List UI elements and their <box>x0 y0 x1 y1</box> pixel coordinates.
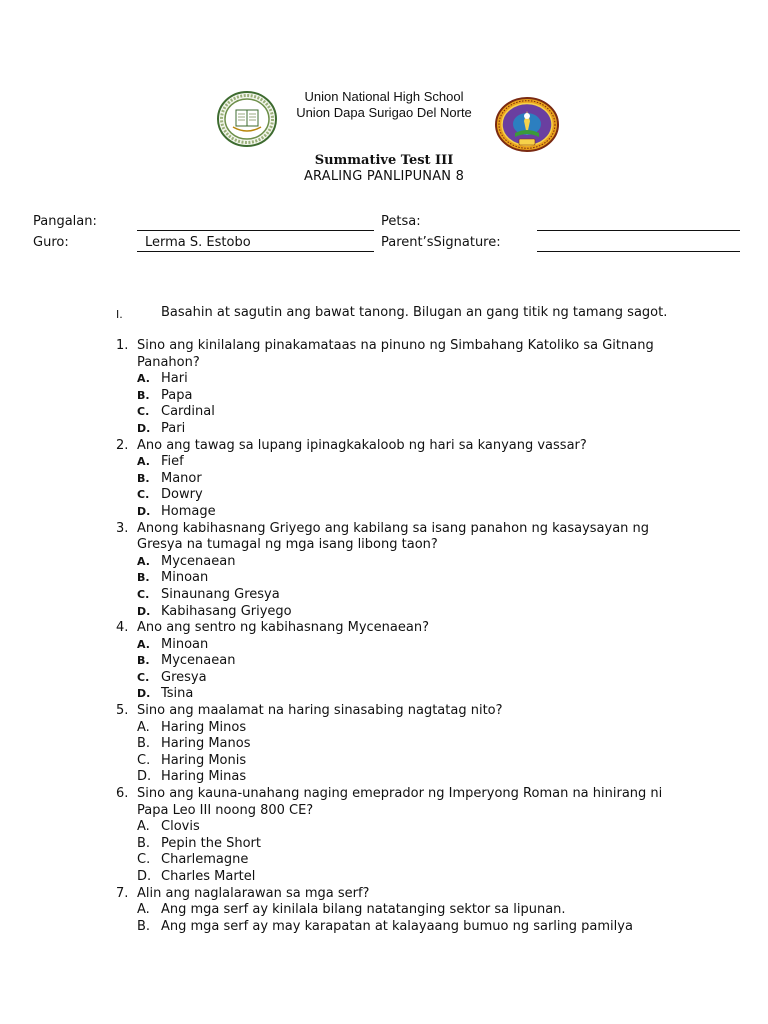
option-text: Dowry <box>161 487 203 503</box>
question-number: 4. <box>116 620 129 636</box>
option-text: Cardinal <box>161 404 215 420</box>
question-number: 7. <box>116 885 129 901</box>
option-c[interactable] <box>137 753 676 770</box>
option-c[interactable] <box>137 404 676 421</box>
option-text: Clovis <box>161 819 200 835</box>
question-text: Sino ang kauna-unahang naging emeprador ng Imperyong Roman na hinirang ni Papa Leo III noong 800 CE? <box>137 786 663 818</box>
option-text: Hari <box>161 371 188 387</box>
option-c[interactable] <box>137 670 676 687</box>
option-b[interactable] <box>137 736 676 753</box>
option-text: Tsina <box>161 686 194 702</box>
option-text: Gresya <box>161 669 207 685</box>
parent-signature-label: Parent’sSignature: <box>381 235 501 250</box>
option-letter: C. <box>137 852 151 868</box>
question-number: 2. <box>116 437 129 453</box>
option-b[interactable] <box>137 653 676 670</box>
option-letter: D. <box>137 604 151 618</box>
option-b[interactable] <box>137 919 676 936</box>
option-letter: B. <box>137 654 150 668</box>
option-d[interactable] <box>137 869 676 886</box>
question-2 <box>116 438 676 521</box>
option-d[interactable] <box>137 769 676 786</box>
question-text: Ano ang tawag sa lupang ipinagkakaloob ng hari sa kanyang vassar? <box>137 437 587 453</box>
option-text: Papa <box>161 387 193 403</box>
option-letter: C. <box>137 587 150 601</box>
option-text: Minoan <box>161 570 209 586</box>
option-text: Sinaunang Gresya <box>161 586 280 602</box>
option-letter: A. <box>137 819 150 835</box>
option-d[interactable] <box>137 504 676 521</box>
question-3 <box>116 521 676 621</box>
question-text: Sino ang kinilalang pinakamataas na pinuno ng Simbahang Katoliko sa Gitnang Panahon? <box>137 338 654 370</box>
option-letter: C. <box>137 488 150 502</box>
parent-signature-field[interactable] <box>537 251 740 252</box>
option-a[interactable] <box>137 371 676 388</box>
option-c[interactable] <box>137 487 676 504</box>
option-letter: B. <box>137 835 151 851</box>
option-letter: B. <box>137 571 150 585</box>
option-a[interactable] <box>137 554 676 571</box>
option-c[interactable] <box>137 587 676 604</box>
option-text: Charles Martel <box>161 869 256 884</box>
option-letter: A. <box>137 372 150 386</box>
option-c[interactable] <box>137 852 676 869</box>
option-a[interactable] <box>137 637 676 654</box>
question-number: 3. <box>116 520 129 536</box>
option-text: Pepin the Short <box>161 835 261 851</box>
option-text: Haring Minas <box>161 769 247 785</box>
option-text: Mycenaean <box>161 553 236 569</box>
option-letter: B. <box>137 918 151 934</box>
question-text: Ano ang sentro ng kabihasnang Mycenaean? <box>137 620 429 636</box>
question-text: Alin ang naglalarawan sa mga serf? <box>137 885 370 901</box>
option-d[interactable] <box>137 604 676 621</box>
option-text: Pari <box>161 420 186 436</box>
instructions-number: I. <box>116 308 123 321</box>
option-text: Mycenaean <box>161 653 236 669</box>
question-list <box>116 338 676 935</box>
question-4 <box>116 620 676 703</box>
question-1 <box>116 338 676 438</box>
option-letter: B. <box>137 388 150 402</box>
option-text: Manor <box>161 470 202 486</box>
option-text: Haring Minos <box>161 719 247 735</box>
option-letter: D. <box>137 769 152 785</box>
option-a[interactable] <box>137 902 676 919</box>
option-b[interactable] <box>137 836 676 853</box>
option-b[interactable] <box>137 388 676 405</box>
option-letter: B. <box>137 736 151 752</box>
question-5 <box>116 703 676 786</box>
option-letter: D. <box>137 687 151 701</box>
option-letter: A. <box>137 554 150 568</box>
question-number: 5. <box>116 703 129 719</box>
option-text: Fief <box>161 454 184 470</box>
option-letter: D. <box>137 869 152 884</box>
date-label: Petsa: <box>381 214 421 229</box>
question-7 <box>116 886 676 936</box>
option-letter: A. <box>137 719 150 735</box>
option-b[interactable] <box>137 471 676 488</box>
option-letter: A. <box>137 637 150 651</box>
option-text: Ang mga serf ay may karapatan at kalayaang bumuo ng sarling pamilya <box>161 918 633 934</box>
option-letter: A. <box>137 902 150 918</box>
option-letter: C. <box>137 752 151 768</box>
option-text: Charlemagne <box>161 852 249 868</box>
option-b[interactable] <box>137 570 676 587</box>
question-number: 1. <box>116 338 129 353</box>
option-text: Kabihasang Griyego <box>161 603 292 619</box>
teacher-field[interactable] <box>137 251 374 252</box>
question-text: Anong kabihasnang Griyego ang kabilang sa isang panahon ng kasaysayan ng Gresya na tumagal ng mga isang libong taon? <box>137 520 650 553</box>
name-label: Pangalan: <box>33 214 97 229</box>
option-text: Haring Manos <box>161 736 251 752</box>
option-letter: A. <box>137 455 150 469</box>
teacher-value: Lerma S. Estobo <box>145 235 251 250</box>
option-letter: C. <box>137 405 150 419</box>
option-letter: D. <box>137 504 151 518</box>
option-letter: B. <box>137 471 150 485</box>
school-name: Union National High School <box>304 89 464 104</box>
option-text: Ang mga serf ay kinilala bilang natatanging sektor sa lipunan. <box>161 902 566 918</box>
option-letter: D. <box>137 421 151 435</box>
teacher-label: Guro: <box>33 235 69 250</box>
date-field[interactable] <box>537 230 740 231</box>
question-text: Sino ang maalamat na haring sinasabing nagtatag nito? <box>137 703 503 719</box>
name-field[interactable] <box>137 230 374 231</box>
option-text: Homage <box>161 503 216 519</box>
option-text: Haring Monis <box>161 752 247 768</box>
option-d[interactable] <box>137 421 676 438</box>
option-a[interactable] <box>137 720 676 737</box>
instructions-text: Basahin at sagutin ang bawat tanong. Bilugan an gang titik ng tamang sagot. <box>161 305 668 320</box>
school-address: Union Dapa Surigao Del Norte <box>296 105 472 120</box>
question-6 <box>116 786 676 886</box>
option-a[interactable] <box>137 454 676 471</box>
subject-title: ARALING PANLIPUNAN 8 <box>303 169 465 184</box>
option-d[interactable] <box>137 686 676 703</box>
option-a[interactable] <box>137 819 676 836</box>
question-number: 6. <box>116 786 129 802</box>
option-text: Minoan <box>161 636 209 652</box>
test-title: Summative Test III <box>314 153 454 168</box>
option-letter: C. <box>137 670 150 684</box>
